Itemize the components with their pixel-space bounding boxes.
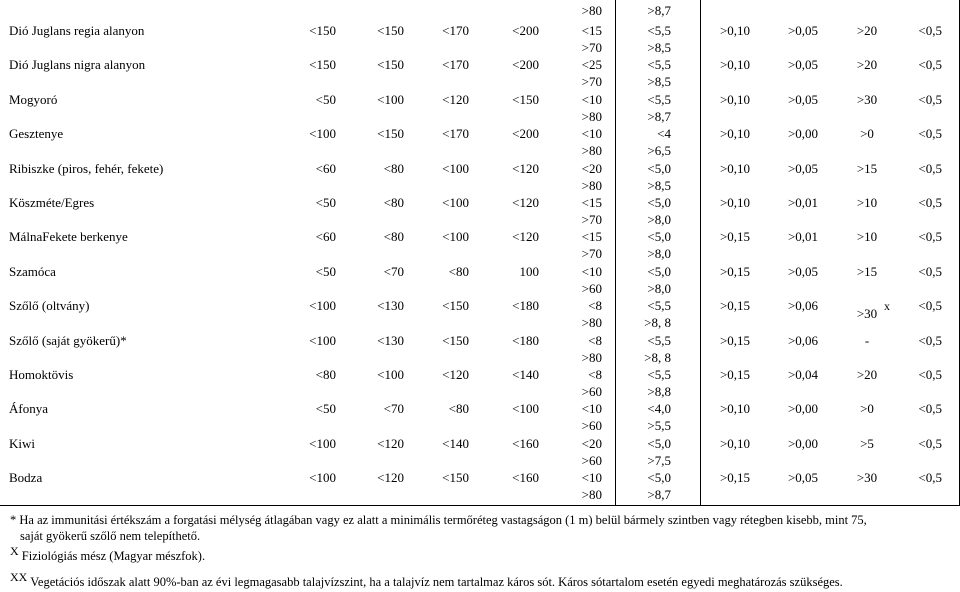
table-cell-v1: <100	[309, 332, 336, 348]
table-cell-v2: <150	[377, 57, 404, 73]
table-cell-v2: <150	[377, 23, 404, 38]
table-cell-c7a: <4,0	[647, 401, 671, 417]
table-cell-v4: <180	[512, 332, 539, 348]
table-cell-c6a: <8	[588, 332, 602, 348]
table-cell-c7b: >8,0	[647, 246, 671, 262]
table-cell-c6a: <20	[581, 435, 602, 451]
table-cell-v4: <200	[512, 23, 539, 38]
table-row-label: Dió Juglans nigra alanyon	[9, 57, 146, 73]
table-cell-c7a: <5,0	[647, 263, 671, 279]
table-bottom-border	[0, 505, 960, 506]
table-cell-v4: <120	[512, 229, 539, 245]
table-cell-v3: <170	[442, 57, 469, 73]
table-cell-c6b: >60	[581, 418, 602, 434]
table-cell-c6a: <15	[581, 23, 602, 38]
table-cell-c7b: >8,7	[647, 108, 671, 124]
table-cell-c6a: <8	[588, 298, 602, 314]
table-cell-v2: <80	[383, 160, 404, 176]
table-cell-e3: >30	[856, 306, 878, 322]
table-row-label: MálnaFekete berkenye	[9, 229, 128, 245]
table-cell-c7b: >8,7	[647, 487, 671, 503]
table-cell-v1: <150	[309, 57, 336, 73]
table-cell-v2: <70	[383, 401, 404, 417]
table-cell-v2: <100	[377, 367, 404, 382]
table-cell-c7b: >5,5	[647, 418, 671, 434]
table-cell-c7a: <4	[657, 126, 671, 142]
table-cell-e3: >0	[860, 401, 874, 417]
table-cell-c6b: >80	[581, 143, 602, 159]
table-cell-v2: <80	[383, 229, 404, 245]
table-cell-c7b: >7,5	[647, 452, 671, 468]
table-row-label: Mogyoró	[9, 91, 58, 107]
table-cell-v2: <120	[377, 470, 404, 486]
footnote-xx-text: Vegetációs időszak alatt 90%-ban az évi legmagasabb talajvízszint, ha a talajvíz nem tartalmaz káros sót. Káros sótartalom esetén egyedi meghatározás szükséges.	[30, 575, 843, 589]
table-cell-c6a: <10	[581, 401, 602, 417]
table-cell-c6a: <10	[581, 263, 602, 279]
table-cell-e1: >0,15	[719, 263, 751, 279]
table-row-label: Bodza	[9, 470, 43, 486]
table-cell-e3: -	[864, 332, 870, 348]
table-cell-e4: <0,5	[918, 126, 942, 142]
table-cell-e4: <0,5	[918, 435, 942, 451]
table-cell-v2: <120	[377, 435, 404, 451]
table-cell-e3: >30	[856, 470, 878, 486]
table-cell-e2: >0,05	[787, 57, 819, 73]
table-cell-e2: >0,04	[787, 367, 819, 382]
table-cell-e3: >10	[856, 229, 878, 245]
table-cell-e3: >5	[860, 435, 874, 451]
table-cell-c6b: >60	[581, 452, 602, 468]
table-cell-c7a: <5,0	[647, 435, 671, 451]
table-cell-e2: >0,01	[787, 229, 819, 245]
table-cell-v4: <200	[512, 126, 539, 142]
table-cell-v1: <50	[315, 401, 336, 417]
table-cell-e3: >15	[856, 263, 878, 279]
footnote-xx-mark: XX	[10, 570, 28, 584]
table-cell-c7b: >8,5	[647, 40, 671, 55]
table-row-label: Kiwi	[9, 435, 35, 451]
table-cell-c6b: >80	[581, 108, 602, 124]
table-cell-c6b: >70	[581, 246, 602, 262]
table-cell-e2: >0,06	[787, 298, 819, 314]
table-cell-e4: <0,5	[918, 263, 942, 279]
table-cell-e4: <0,5	[918, 367, 942, 382]
table-cell-c6a: <10	[581, 91, 602, 107]
footnote-x-mark: X	[10, 544, 19, 558]
table-row-label: Köszméte/Egres	[9, 195, 95, 210]
table-cell-c7a: <5,0	[647, 229, 671, 245]
table-cell-c6b: >60	[581, 280, 602, 296]
table-cell-e1: >0,15	[719, 298, 751, 314]
table-row-label: Dió Juglans regia alanyon	[9, 23, 145, 38]
table-cell-c7a: <5,5	[647, 298, 671, 314]
table-cell-c6b: >80	[581, 349, 602, 365]
table-cell-v3: <100	[442, 195, 469, 210]
table-cell-v3: <140	[442, 435, 469, 451]
table-cell-v1: <50	[315, 91, 336, 107]
table-cell-c6b: >70	[581, 40, 602, 55]
table-cell-e2: >0,00	[787, 126, 819, 142]
table-cell-e3: >10	[856, 195, 878, 210]
table-cell-e4: <0,5	[918, 229, 942, 245]
table-cell-e4: <0,5	[918, 195, 942, 210]
table-cell-e1: >0,15	[719, 332, 751, 348]
table-cell-v1: <150	[309, 23, 336, 38]
table-cell-v4: <120	[512, 195, 539, 210]
table-cell-c6b: >70	[581, 212, 602, 227]
table-row-label: Homoktövis	[9, 367, 74, 382]
table-cell-e3: >0	[860, 126, 874, 142]
table-cell-e3: >15	[856, 160, 878, 176]
table-cell-e4: <0,5	[918, 91, 942, 107]
table-cell-c6a: <25	[581, 57, 602, 73]
table-row-label: Áfonya	[9, 401, 48, 417]
table-cell-v2: <80	[383, 195, 404, 210]
table-row-label: Ribiszke (piros, fehér, fekete)	[9, 160, 164, 176]
table-cell-v4: <180	[512, 298, 539, 314]
table-cell-e4: <0,5	[918, 23, 942, 38]
table-cell-c6a: <15	[581, 229, 602, 245]
table-cell-v4: <120	[512, 160, 539, 176]
table-cell-v3: <170	[442, 23, 469, 38]
table-cell-c7b: >8,5	[647, 74, 671, 90]
table-cell-c7b: >8, 8	[644, 315, 671, 331]
table-cell-c7b: >8, 8	[644, 349, 671, 365]
table-cell-v3: <80	[448, 263, 469, 279]
table-cell-e1: >0,10	[719, 126, 751, 142]
table-cell-c7b: >6,5	[647, 143, 671, 159]
table-cell-c7a: <5,0	[647, 195, 671, 210]
table-cell-c7a: <5,5	[647, 367, 671, 382]
table-cell-e1: >0,10	[719, 160, 751, 176]
table-cell-c7a: <5,0	[647, 160, 671, 176]
table-cell-c6a: <10	[581, 470, 602, 486]
table-row-label: Gesztenye	[9, 126, 64, 142]
table-cell-v2: <100	[377, 91, 404, 107]
table-cell-e4: <0,5	[918, 332, 942, 348]
table-cell-e1: >0,10	[719, 57, 751, 73]
table-cell-v1: <100	[309, 470, 336, 486]
table-cell-e1: >0,15	[719, 470, 751, 486]
table-cell-v3: <80	[448, 401, 469, 417]
table-cell-e4: <0,5	[918, 401, 942, 417]
table-cell-v3: <120	[442, 91, 469, 107]
table-cell-v2: <130	[377, 298, 404, 314]
table-cell-e2: >0,05	[787, 263, 819, 279]
table-cell-e1: >0,10	[719, 435, 751, 451]
table-cell-v3: <150	[442, 470, 469, 486]
table-cell-c6a: <10	[581, 126, 602, 142]
footnote-x-text: Fiziológiás mész (Magyar mészfok).	[21, 549, 206, 563]
table-cell-c6b: >70	[581, 74, 602, 90]
table-cell-e4: <0,5	[918, 160, 942, 176]
table-cell-v4: <160	[512, 470, 539, 486]
table-cell-e2: >0,00	[787, 401, 819, 417]
table-cell-v4: <100	[512, 401, 539, 417]
table-cell-c7b: >8,0	[647, 280, 671, 296]
table-cell-v1: <100	[309, 298, 336, 314]
table-cell-v4: <140	[512, 367, 539, 382]
table-cell-c7b: >8,0	[647, 212, 671, 227]
table-cell-e4: <0,5	[918, 298, 942, 314]
table-cell-e2: >0,05	[787, 470, 819, 486]
table-cell-c6b: >60	[581, 384, 602, 399]
table-cell-e2: >0,05	[787, 23, 819, 38]
table-cell-e3: >20	[856, 57, 878, 73]
table-cell-c7b: >8,8	[647, 384, 671, 399]
table-cell-c6a: <20	[581, 160, 602, 176]
table-cell-v2: <70	[383, 263, 404, 279]
table-row-label: Szőlő (oltvány)	[9, 298, 90, 314]
table-cell-v3: <120	[442, 367, 469, 382]
table-cell-v1: <100	[309, 126, 336, 142]
table-cell-e1: >0,15	[719, 229, 751, 245]
footnote-xx	[10, 570, 843, 590]
table-cell-c7b: >8,5	[647, 177, 671, 193]
table-cell-c6b: >80	[581, 177, 602, 193]
table-cell-v4: <150	[512, 91, 539, 107]
table-cell-v4: 100	[519, 263, 539, 279]
table-cell-e2: >0,01	[787, 195, 819, 210]
table-cell-e3-superscript: x	[884, 299, 890, 314]
top-cell-c7: >8,7	[647, 3, 671, 18]
table-cell-e1: >0,10	[719, 401, 751, 417]
footnote-star-line1: * Ha az immunitási értékszám a forgatási mélység átlagában vagy ez alatt a minimális termőréteg vastagságon (1 m) belül bármely szintben vagy rétegben kisebb, mint 75,	[10, 513, 867, 527]
table-cell-c7a: <5,5	[647, 332, 671, 348]
table-cell-v2: <130	[377, 332, 404, 348]
table-cell-e2: >0,06	[787, 332, 819, 348]
top-cell-c6: >80	[581, 3, 602, 18]
footnote-star-line2: saját gyökerű szőlő nem telepíthető.	[20, 529, 201, 543]
table-cell-v3: <150	[442, 298, 469, 314]
table-cell-v3: <170	[442, 126, 469, 142]
table-cell-v1: <60	[315, 229, 336, 245]
table-cell-e1: >0,10	[719, 23, 751, 38]
table-cell-e2: >0,05	[787, 91, 819, 107]
table-cell-e1: >0,10	[719, 91, 751, 107]
table-cell-e1: >0,10	[719, 195, 751, 210]
table-cell-c6a: <15	[581, 195, 602, 210]
table-cell-c6b: >80	[581, 315, 602, 331]
table-cell-v4: <160	[512, 435, 539, 451]
table-cell-e4: <0,5	[918, 57, 942, 73]
table-cell-v1: <50	[315, 195, 336, 210]
table-cell-e2: >0,05	[787, 160, 819, 176]
table-cell-v3: <100	[442, 229, 469, 245]
table-cell-v1: <60	[315, 160, 336, 176]
table-cell-c7a: <5,5	[647, 91, 671, 107]
grid-line	[615, 0, 616, 506]
table-cell-c7a: <5,5	[647, 23, 671, 38]
table-cell-e3: >30	[856, 91, 878, 107]
table-cell-c6b: >80	[581, 487, 602, 503]
table-cell-c7a: <5,0	[647, 470, 671, 486]
table-cell-v2: <150	[377, 126, 404, 142]
table-cell-v4: <200	[512, 57, 539, 73]
table-cell-e3: >20	[856, 23, 878, 38]
table-cell-v1: <80	[315, 367, 336, 382]
table-cell-c6a: <8	[588, 367, 602, 382]
table-row-label: Szőlő (saját gyökerű)*	[9, 332, 127, 348]
grid-line	[700, 0, 701, 506]
table-cell-v1: <100	[309, 435, 336, 451]
table-cell-e1: >0,15	[719, 367, 751, 382]
table-cell-v3: <150	[442, 332, 469, 348]
table-row-label: Szamóca	[9, 263, 56, 279]
table-cell-v3: <100	[442, 160, 469, 176]
table-cell-e2: >0,00	[787, 435, 819, 451]
table-cell-e4: <0,5	[918, 470, 942, 486]
table-cell-v1: <50	[315, 263, 336, 279]
table-cell-c7a: <5,5	[647, 57, 671, 73]
footnote-x	[10, 544, 206, 564]
table-cell-e3: >20	[856, 367, 878, 382]
